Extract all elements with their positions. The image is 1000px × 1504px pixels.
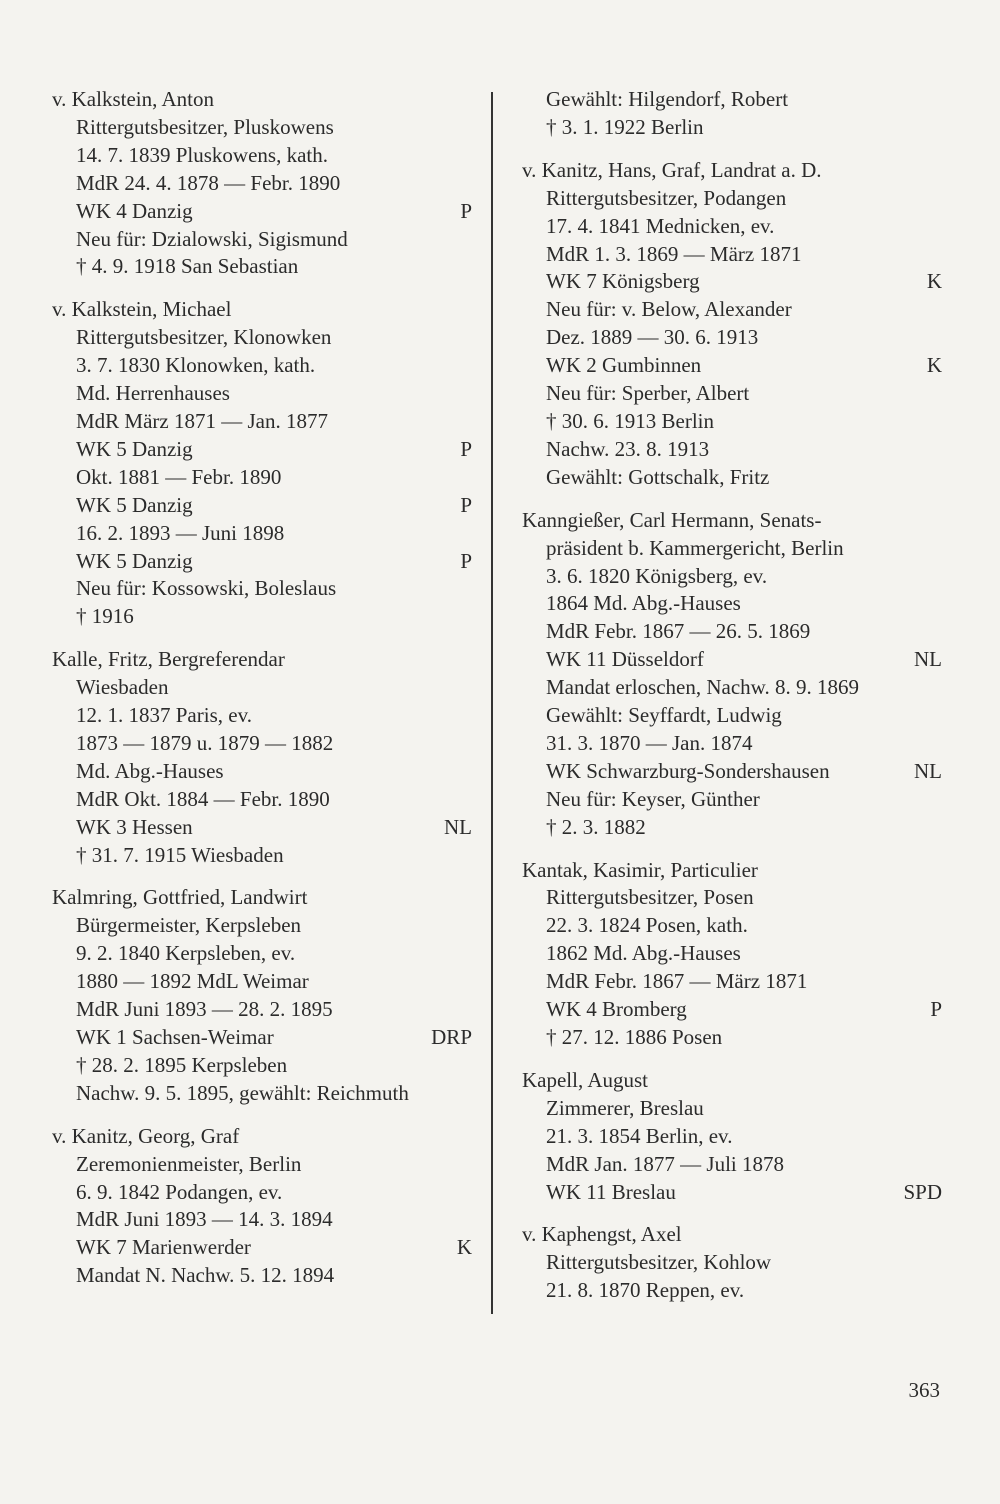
entry-line (522, 730, 942, 758)
entry-line (52, 968, 472, 996)
entry-text: 1873 — 1879 u. 1879 — 1882 (76, 730, 334, 755)
party-label: P (460, 548, 472, 573)
entry-line (52, 198, 472, 226)
entry-line (522, 86, 942, 114)
entry-line (522, 884, 942, 912)
entry-text: Kalmring, Gottfried, Landwirt (52, 885, 308, 910)
entry-line (52, 436, 472, 464)
entry-heading (522, 1221, 942, 1249)
entry-text: 14. 7. 1839 Pluskowens, kath. (76, 142, 328, 167)
entry-heading (522, 1067, 942, 1095)
entry-text: Rittergutsbesitzer, Pluskowens (76, 114, 334, 139)
entry-text: Gewählt: Seyffardt, Ludwig (546, 703, 782, 728)
register-entry (52, 86, 472, 281)
right-column (522, 86, 942, 1320)
entry-line (522, 1277, 942, 1305)
entry-line (522, 590, 942, 618)
entry-text: 21. 8. 1870 Reppen, ev. (546, 1278, 745, 1303)
entry-line (522, 758, 942, 786)
entry-text: 21. 3. 1854 Berlin, ev. (546, 1123, 733, 1148)
entry-line (52, 1024, 472, 1052)
entry-text: präsident b. Kammergericht, Berlin (546, 535, 844, 560)
entry-text: Kalle, Fritz, Bergreferendar (52, 647, 285, 672)
entry-text: WK 5 Danzig (76, 436, 193, 461)
entry-text: Gewählt: Gottschalk, Fritz (546, 464, 770, 489)
entry-line (52, 1234, 472, 1262)
entry-text: Wiesbaden (76, 675, 169, 700)
entry-text: Rittergutsbesitzer, Posen (546, 885, 754, 910)
party-label: SPD (903, 1179, 942, 1204)
entry-text: v. Kalkstein, Michael (52, 297, 232, 322)
register-entry (52, 646, 472, 869)
entry-text: MdR Okt. 1884 — Febr. 1890 (76, 786, 330, 811)
entry-line (522, 940, 942, 968)
entry-text: MdR 1. 3. 1869 — März 1871 (546, 241, 802, 266)
entry-line (52, 702, 472, 730)
register-entry (522, 507, 942, 842)
entry-text: 3. 6. 1820 Königsberg, ev. (546, 563, 768, 588)
entry-text: WK 11 Breslau (546, 1179, 676, 1204)
entry-text: WK 4 Bromberg (546, 997, 687, 1022)
entry-text: v. Kanitz, Georg, Graf (52, 1123, 240, 1148)
entry-text: Neu für: v. Below, Alexander (546, 297, 792, 322)
register-entry (522, 1221, 942, 1305)
entry-line (522, 646, 942, 674)
entry-text: v. Kaphengst, Axel (522, 1222, 682, 1247)
register-entry (522, 157, 942, 492)
entry-text: Rittergutsbesitzer, Klonowken (76, 325, 332, 350)
entry-text: 16. 2. 1893 — Juni 1898 (76, 520, 285, 545)
entry-text: Md. Herrenhauses (76, 381, 230, 406)
entry-line (52, 142, 472, 170)
entry-text: 31. 3. 1870 — Jan. 1874 (546, 730, 753, 755)
entry-line (52, 253, 472, 281)
entry-line (52, 380, 472, 408)
register-entry (522, 86, 942, 142)
entry-line (522, 352, 942, 380)
entry-line (52, 492, 472, 520)
entry-line (52, 1206, 472, 1234)
entry-line (52, 940, 472, 968)
entry-line (522, 436, 942, 464)
entry-heading (52, 296, 472, 324)
register-entry (522, 857, 942, 1052)
entry-line (52, 114, 472, 142)
entry-text: † 2. 3. 1882 (546, 814, 646, 839)
entry-text: Zimmerer, Breslau (546, 1095, 704, 1120)
party-label: K (456, 1235, 472, 1260)
entry-text: WK 2 Gumbinnen (546, 353, 702, 378)
entry-line (52, 464, 472, 492)
entry-line (52, 352, 472, 380)
entry-heading (52, 86, 472, 114)
entry-line (522, 380, 942, 408)
entry-text: WK 5 Danzig (76, 492, 193, 517)
entry-text: † 30. 6. 1913 Berlin (546, 408, 714, 433)
entry-heading (52, 1123, 472, 1151)
entry-line (52, 912, 472, 940)
entry-text: Kapell, August (522, 1067, 648, 1092)
entry-line (522, 968, 942, 996)
register-entry (522, 1067, 942, 1207)
party-label: NL (914, 758, 942, 783)
entry-heading (522, 857, 942, 885)
entry-heading (522, 507, 942, 535)
entry-line (52, 674, 472, 702)
entry-text: 6. 9. 1842 Podangen, ev. (76, 1179, 283, 1204)
entry-text: WK 4 Danzig (76, 198, 193, 223)
entry-text: WK 11 Düsseldorf (546, 647, 704, 672)
entry-line (522, 814, 942, 842)
entry-line (52, 996, 472, 1024)
entry-line (52, 1052, 472, 1080)
entry-line (52, 814, 472, 842)
entry-line (522, 1249, 942, 1277)
entry-line (522, 464, 942, 492)
entry-line (522, 114, 942, 142)
entry-line (52, 758, 472, 786)
party-label: K (926, 353, 942, 378)
entry-line (522, 535, 942, 563)
entry-line (522, 1151, 942, 1179)
entry-text: MdR Jan. 1877 — Juli 1878 (546, 1151, 785, 1176)
entry-text: 1864 Md. Abg.-Hauses (546, 591, 741, 616)
entry-heading (52, 884, 472, 912)
entry-text: WK 1 Sachsen-Weimar (76, 1025, 274, 1049)
entry-text: 3. 7. 1830 Klonowken, kath. (76, 353, 316, 378)
entry-text: WK 7 Königsberg (546, 269, 700, 294)
entry-text: MdR 24. 4. 1878 — Febr. 1890 (76, 170, 341, 195)
party-label: P (460, 492, 472, 517)
entry-line (52, 408, 472, 436)
entry-line (52, 1179, 472, 1207)
entry-text: MdR Juni 1893 — 14. 3. 1894 (76, 1207, 333, 1232)
entry-text: Neu für: Kossowski, Boleslaus (76, 576, 337, 601)
entry-line (522, 324, 942, 352)
register-entry (52, 296, 472, 631)
entry-line (522, 702, 942, 730)
entry-text: v. Kanitz, Hans, Graf, Landrat a. D. (522, 157, 822, 182)
entry-line (522, 296, 942, 324)
entry-text: † 4. 9. 1918 San Sebastian (76, 254, 299, 279)
entry-text: 17. 4. 1841 Mednicken, ev. (546, 213, 775, 238)
entry-line (522, 674, 942, 702)
entry-text: Okt. 1881 — Febr. 1890 (76, 464, 282, 489)
entry-text: † 31. 7. 1915 Wiesbaden (76, 842, 284, 867)
entry-text: Neu für: Dzialowski, Sigismund (76, 226, 348, 251)
entry-text: 1862 Md. Abg.-Hauses (546, 941, 741, 966)
entry-line (52, 520, 472, 548)
entry-line (522, 268, 942, 296)
entry-text: MdR März 1871 — Jan. 1877 (76, 408, 328, 433)
left-column (52, 86, 472, 1305)
entry-text: MdR Juni 1893 — 28. 2. 1895 (76, 997, 333, 1022)
entry-line (52, 226, 472, 254)
entry-text: Dez. 1889 — 30. 6. 1913 (546, 325, 759, 350)
entry-line (522, 1095, 942, 1123)
entry-line (52, 1080, 472, 1108)
entry-text: Neu für: Sperber, Albert (546, 381, 750, 406)
entry-line (522, 1179, 942, 1207)
party-label: K (926, 269, 942, 294)
entry-text: 1880 — 1892 MdL Weimar (76, 969, 309, 994)
entry-line (52, 842, 472, 870)
entry-text: Bürgermeister, Kerpsleben (76, 913, 302, 938)
page-number: 363 (908, 1378, 940, 1402)
column-divider (491, 92, 493, 1314)
entry-text: † 28. 2. 1895 Kerpsleben (76, 1052, 288, 1077)
entry-line (522, 1024, 942, 1052)
entry-line (522, 996, 942, 1024)
entry-text: v. Kalkstein, Anton (52, 87, 214, 111)
entry-text: Mandat N. Nachw. 5. 12. 1894 (76, 1263, 335, 1288)
entry-line (522, 1123, 942, 1151)
entry-line (522, 185, 942, 213)
entry-heading (522, 157, 942, 185)
party-label: P (930, 997, 942, 1022)
entry-line (52, 324, 472, 352)
entry-line (52, 170, 472, 198)
entry-line (522, 912, 942, 940)
party-label: NL (914, 647, 942, 672)
entry-text: † 1916 (76, 604, 134, 629)
entry-line (522, 618, 942, 646)
entry-text: Nachw. 9. 5. 1895, gewählt: Reichmuth (76, 1080, 409, 1105)
register-entry (52, 884, 472, 1107)
entry-line (522, 241, 942, 269)
entry-line (52, 786, 472, 814)
entry-line (52, 1262, 472, 1290)
entry-line (52, 603, 472, 631)
entry-text: Rittergutsbesitzer, Kohlow (546, 1250, 772, 1275)
entry-text: WK 7 Marienwerder (76, 1235, 251, 1260)
party-label: P (460, 198, 472, 223)
entry-text: Kantak, Kasimir, Particulier (522, 857, 758, 882)
entry-text: WK 3 Hessen (76, 814, 193, 839)
party-label: NL (444, 814, 472, 839)
entry-line (522, 408, 942, 436)
entry-text: Mandat erloschen, Nachw. 8. 9. 1869 (546, 675, 859, 700)
entry-heading (52, 646, 472, 674)
entry-line (522, 213, 942, 241)
entry-line (52, 575, 472, 603)
entry-text: 9. 2. 1840 Kerpsleben, ev. (76, 941, 296, 966)
entry-line (522, 563, 942, 591)
entry-line (52, 1151, 472, 1179)
party-label: DRP (431, 1025, 472, 1049)
entry-text: Neu für: Keyser, Günther (546, 786, 760, 811)
entry-text: Gewählt: Hilgendorf, Robert (546, 87, 789, 111)
party-label: P (460, 436, 472, 461)
entry-line (522, 786, 942, 814)
entry-text: Md. Abg.-Hauses (76, 758, 224, 783)
entry-text: Zeremonienmeister, Berlin (76, 1151, 302, 1176)
entry-text: WK Schwarzburg-Sondershausen (546, 758, 830, 783)
entry-text: † 27. 12. 1886 Posen (546, 1025, 723, 1049)
entry-text: WK 5 Danzig (76, 548, 193, 573)
entry-text: 12. 1. 1837 Paris, ev. (76, 703, 252, 728)
entry-text: MdR Febr. 1867 — März 1871 (546, 969, 808, 994)
register-entry (52, 1123, 472, 1290)
entry-line (52, 548, 472, 576)
entry-text: Rittergutsbesitzer, Podangen (546, 185, 787, 210)
entry-line (52, 730, 472, 758)
entry-text: † 3. 1. 1922 Berlin (546, 114, 704, 139)
entry-text: MdR Febr. 1867 — 26. 5. 1869 (546, 619, 811, 644)
entry-text: Nachw. 23. 8. 1913 (546, 436, 710, 461)
entry-text: 22. 3. 1824 Posen, kath. (546, 913, 748, 938)
entry-text: Kanngießer, Carl Hermann, Senats- (522, 507, 822, 532)
